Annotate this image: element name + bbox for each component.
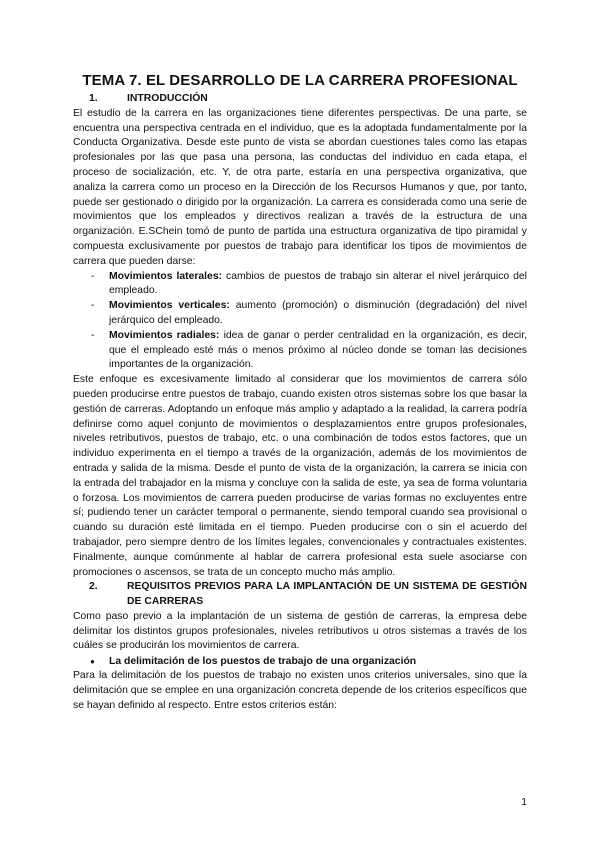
document-page <box>73 72 527 714</box>
section-1-heading <box>73 92 527 107</box>
section-2-paragraph-1: Como paso previo a la implantación de un sistema de gestión de carreras, la empresa debe delimitar los distintos grupos profesionales, niveles retributivos u otros sistemas a través de los cuáles se producirán los movimientos de carrera. <box>73 610 527 652</box>
page-title: TEMA 7. EL DESARROLLO DE LA CARRERA PROFESIONAL <box>82 72 518 89</box>
list-item-text: aumento (promoción) o disminución (degradación) del nivel jerárquico del empleado. <box>109 300 527 326</box>
section-number: 1. <box>89 93 98 104</box>
list-item-term: Movimientos radiales: <box>109 329 220 341</box>
section-2-heading <box>73 580 527 610</box>
list-item-term: Movimientos laterales: <box>109 270 223 282</box>
list-item-text: cambios de puestos de trabajo sin alterar el nivel jerárquico del empleado. <box>109 270 527 297</box>
subsection-title: La delimitación de los puestos de trabajo de una organización <box>109 656 417 668</box>
section-title: INTRODUCCIÓN <box>127 93 208 104</box>
movement-types-list <box>73 270 527 374</box>
section-number: 2. <box>89 581 98 593</box>
list-item-text: idea de ganar o perder centralidad en la organización, es decir, que el empleado esté más o menos próximo al núcleo donde se toman las decisiones importantes de la organización. <box>109 329 527 371</box>
list-item <box>73 329 527 373</box>
section-1-paragraph-2: Este enfoque es excesivamente limitado al considerar que los movimientos de carrera sólo pueden producirse entre puestos de trabajo, cuando existen otros sistemas sobre los que basar la gestión de carreras. Adoptando un enfoque más amplio y adaptado a la realidad, la carrera podría definirse como aquel conjunto de movimientos o desplazamientos entre grupos profesionales, niveles retributivos, puestos de trabajo, etc. o una combinación de todos estos factores, que un individuo experimenta en el tiempo a través de la organización, además de los movimientos de entrada y salida de la misma. Desde el punto de vista de la organización, la carrera se inicia con la entrada del trabajador en la misma y concluye con la salida de este, ya sea de forma voluntaria o forzosa. Los movimientos de carrera pueden producirse de varias formas no excluyentes entre sí; pudiendo tener un carácter temporal o permanente, siendo temporal cuando sea provisional o cuando su duración esté limitada en el tiempo. Pueden producirse con o sin el acuerdo del trabajador, pero siempre dentro de los límites legales, convencionales y contractuales existentes. Finalmente, aunque comúnmente al hablar de carrera profesional esta suele asociarse con promociones o ascensos, se trata de un concepto mucho más amplio. <box>73 374 527 578</box>
dash-marker: - <box>91 270 95 282</box>
section-title: REQUISITOS PREVIOS PARA LA IMPLANTACIÓN DE UN SISTEMA DE GESTIÓN DE CARRERAS <box>127 581 527 608</box>
subsection-heading <box>73 654 527 669</box>
page-number: 1 <box>521 797 527 808</box>
dash-marker: - <box>91 329 95 341</box>
bullet-icon: ● <box>90 657 95 667</box>
list-item <box>73 270 527 300</box>
section-1-paragraph-1: El estudio de la carrera en las organizaciones tiene diferentes perspectivas. De una parte, se encuentra una perspectiva centrada en el individuo, que es la adoptada fundamentalmente por la Conducta Organizativa. Desde este punto de vista se abordan cuestiones tales como las etapas profesionales por las que pasa una persona, las conductas del individuo en cada etapa, el proceso de socialización, etc. Y, de otra parte, estaría en una perspectiva organizativa, que analiza la carrera como un proceso en la Dirección de los Recursos Humanos y que, por tanto, puede ser gestionado o dirigido por la organización. La carrera es considerada como una serie de movimientos que los empleados y directivos realizan a través de la estructura de una organización. E.SChein tomó de punto de partida una estructura organizativa de tipo piramidal y compuesta exclusivamente por puestos de trabajo para identificar los tipos de movimientos de carrera que pueden darse: <box>73 107 527 267</box>
section-2-paragraph-2: Para la delimitación de los puestos de trabajo no existen unos criterios universales, sino que la delimitación que se emplee en una organización concreta depende de los criterios específicos que se hayan definido al respecto. Entre estos criterios están: <box>73 670 527 711</box>
dash-marker: - <box>91 300 95 312</box>
list-item <box>73 299 527 329</box>
list-item-term: Movimientos verticales: <box>109 300 230 312</box>
